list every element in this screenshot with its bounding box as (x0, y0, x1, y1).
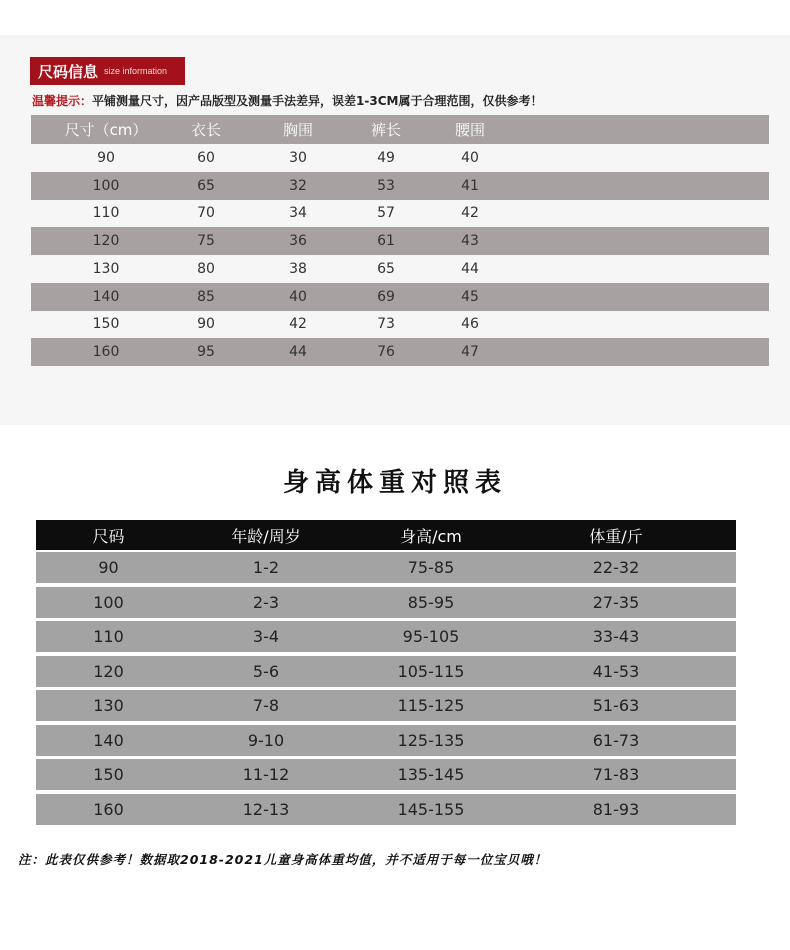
size-table-cell: 44 (461, 260, 479, 277)
size-info-tag (30, 57, 185, 85)
size-table-cell: 57 (377, 205, 395, 222)
height-weight-cell: 81-93 (592, 799, 640, 819)
height-weight-cell: 120 (93, 661, 124, 681)
height-weight-cell: 85-95 (407, 592, 455, 612)
size-table-header (31, 115, 769, 144)
size-table-cell: 61 (377, 233, 395, 250)
size-info-tag-en: size information (104, 66, 168, 76)
size-table-cell: 85 (197, 288, 215, 305)
size-table-cell: 75 (197, 233, 215, 250)
size-table-cell: 41 (461, 177, 479, 194)
height-weight-cell: 150 (93, 765, 124, 784)
size-table-cell: 100 (92, 177, 120, 194)
size-table-cell: 150 (92, 316, 120, 333)
size-table-cell: 36 (289, 233, 307, 250)
height-weight-cell: 41-53 (592, 661, 640, 681)
size-table-row (31, 283, 769, 311)
measurement-tip (32, 92, 542, 109)
height-weight-row (36, 621, 736, 652)
height-weight-cell: 3-4 (252, 627, 280, 646)
height-weight-cell: 2-3 (252, 592, 280, 612)
height-weight-row (36, 587, 736, 618)
size-table-cell: 70 (197, 205, 215, 222)
height-weight-header (36, 520, 736, 550)
size-table-cell: 73 (377, 316, 395, 333)
height-weight-cell: 100 (93, 592, 124, 612)
size-table-row (31, 338, 769, 366)
size-table-cell: 90 (97, 149, 115, 166)
height-weight-cell: 5-6 (252, 661, 280, 681)
height-weight-cell: 110 (93, 627, 124, 646)
height-weight-row (36, 552, 736, 583)
height-weight-row (36, 794, 736, 825)
size-table-cell: 47 (461, 344, 479, 361)
size-info-tag-cn: 尺码信息 (38, 62, 99, 81)
height-weight-cell: 71-83 (592, 765, 640, 784)
size-table-header-cell: 腰围 (454, 121, 485, 139)
height-weight-cell: 22-32 (592, 558, 640, 577)
size-table-row (31, 311, 769, 339)
size-table-cell: 60 (197, 149, 215, 166)
size-table-cell: 95 (197, 344, 215, 361)
height-weight-cell: 27-35 (592, 592, 640, 612)
height-weight-cell: 11-12 (242, 765, 290, 784)
height-weight-cell: 9-10 (247, 730, 285, 750)
size-table-cell: 43 (461, 233, 479, 250)
height-weight-cell: 12-13 (242, 799, 290, 819)
height-weight-header-cell: 身高/cm (400, 526, 462, 546)
height-weight-cell: 7-8 (252, 696, 280, 715)
height-weight-table (36, 520, 736, 828)
size-table-cell: 110 (92, 205, 120, 222)
size-table-cell: 120 (92, 233, 120, 250)
size-table-row (31, 200, 769, 228)
height-weight-cell: 140 (93, 730, 124, 750)
height-weight-row (36, 656, 736, 687)
height-weight-cell: 90 (98, 558, 119, 577)
disclaimer-note: 注：此表仅供参考！数据取2018-2021儿童身高体重均值，并不适用于每一位宝贝哦！ (18, 852, 548, 867)
height-weight-cell: 75-85 (407, 558, 455, 577)
size-table-cell: 34 (289, 205, 307, 222)
size-table-row (31, 255, 769, 283)
size-table-cell: 30 (289, 149, 307, 166)
height-weight-cell: 130 (93, 696, 124, 715)
size-table-cell: 160 (92, 344, 120, 361)
height-weight-row (36, 690, 736, 721)
height-weight-cell: 33-43 (592, 627, 640, 646)
height-weight-row (36, 725, 736, 756)
size-table-row (31, 227, 769, 255)
height-weight-cell: 145-155 (397, 799, 465, 819)
size-table-cell: 53 (377, 177, 395, 194)
size-table-cell: 46 (461, 316, 479, 333)
size-table-cell: 45 (461, 288, 479, 305)
size-table-cell: 76 (377, 344, 395, 361)
height-weight-cell: 135-145 (397, 765, 465, 784)
height-weight-cell: 125-135 (397, 730, 465, 750)
size-table-cell: 40 (289, 288, 307, 305)
size-table-cell: 69 (377, 288, 395, 305)
size-table (31, 115, 769, 366)
size-table-cell: 90 (197, 316, 215, 333)
tip-text: 平铺测量尺寸，因产品版型及测量手法差异，误差1-3CM属于合理范围，仅供参考！ (92, 94, 543, 108)
height-weight-cell: 51-63 (592, 696, 640, 715)
height-weight-cell: 95-105 (402, 627, 460, 646)
tip-label: 温馨提示： (32, 94, 93, 108)
size-table-cell: 44 (289, 344, 307, 361)
size-table-cell: 80 (197, 260, 215, 277)
size-table-header-cell: 衣长 (190, 121, 221, 139)
size-table-cell: 140 (92, 288, 120, 305)
height-weight-cell: 160 (93, 799, 124, 819)
height-weight-header-cell: 年龄/周岁 (231, 526, 301, 546)
height-weight-title: 身高体重对照表 (282, 468, 507, 498)
size-table-cell: 40 (461, 149, 479, 166)
size-table-cell: 65 (197, 177, 215, 194)
height-weight-header-cell: 体重/斤 (589, 526, 643, 546)
size-table-header-cell: 胸围 (282, 121, 313, 139)
height-weight-row (36, 759, 736, 790)
height-weight-cell: 105-115 (397, 661, 465, 681)
size-table-header-cell: 尺寸（cm） (64, 121, 148, 139)
size-table-cell: 65 (377, 260, 395, 277)
size-table-cell: 42 (461, 205, 479, 222)
height-weight-cell: 115-125 (397, 696, 465, 715)
size-table-cell: 130 (92, 260, 120, 277)
size-table-cell: 49 (377, 149, 395, 166)
size-table-cell: 38 (289, 260, 307, 277)
size-table-cell: 32 (289, 177, 307, 194)
height-weight-cell: 1-2 (252, 558, 280, 577)
size-table-header-cell: 裤长 (370, 121, 401, 139)
size-table-row (31, 172, 769, 200)
size-table-cell: 42 (289, 316, 307, 333)
height-weight-cell: 61-73 (592, 730, 640, 750)
height-weight-header-cell: 尺码 (92, 526, 125, 546)
size-table-row (31, 144, 769, 172)
